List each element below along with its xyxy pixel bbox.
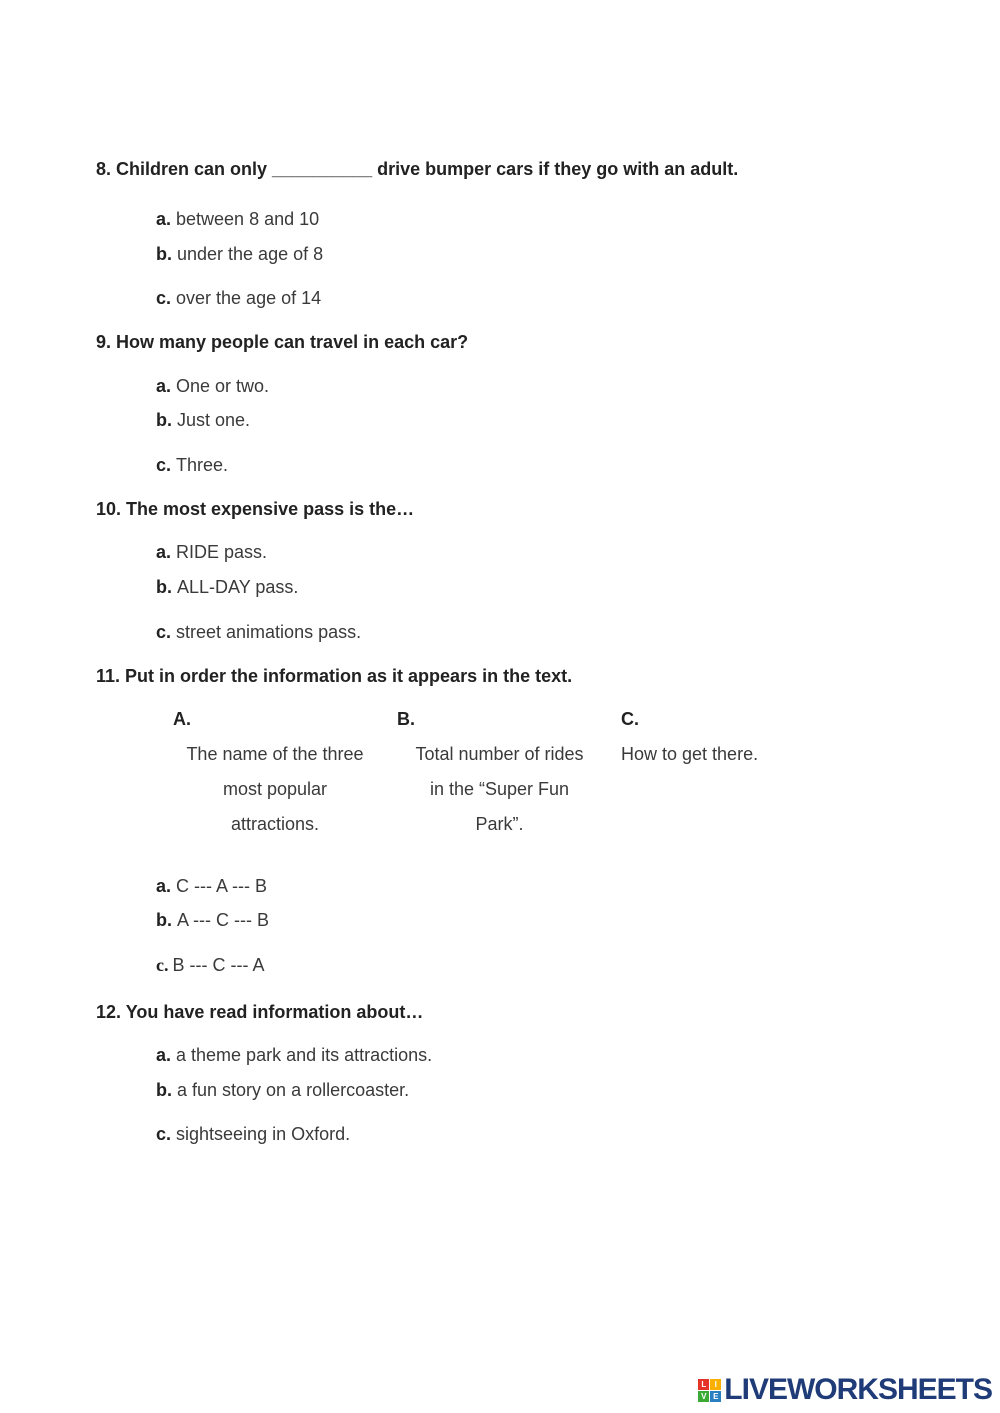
option-letter: b. (156, 1080, 172, 1100)
q12-option-b[interactable] (156, 1080, 409, 1101)
option-text: a theme park and its attractions. (176, 1045, 433, 1065)
question-11-title: 11. Put in order the information as it appears in the text. (96, 666, 573, 686)
option-letter: c. (156, 955, 169, 975)
column-a-line: The name of the three (186, 744, 364, 764)
option-text: Three. (176, 455, 229, 475)
option-text: B --- C --- A (172, 955, 265, 975)
column-c-head: C. (621, 709, 639, 729)
question-12-title: 12. You have read information about… (96, 1002, 424, 1022)
option-text: Just one. (177, 410, 251, 430)
option-text: between 8 and 10 (176, 209, 320, 229)
column-c-text (621, 737, 758, 772)
logo-mark-letter: I (710, 1379, 721, 1390)
option-text: over the age of 14 (176, 288, 322, 308)
q12-option-a[interactable] (156, 1045, 432, 1066)
q9-option-a[interactable] (156, 376, 269, 397)
column-b-line: in the “Super Fun (429, 779, 570, 799)
option-text: under the age of 8 (177, 244, 324, 264)
option-letter: c. (156, 455, 172, 475)
column-b-line: Park”. (475, 814, 524, 834)
option-letter: b. (156, 910, 172, 930)
column-a-line: attractions. (230, 814, 320, 834)
q8-option-a[interactable] (156, 209, 319, 230)
column-b-text (392, 737, 607, 842)
column-c-line: How to get there. (621, 744, 759, 764)
option-letter: c. (156, 1124, 172, 1144)
option-letter: b. (156, 244, 172, 264)
column-a-line: most popular (222, 779, 328, 799)
q9-option-b[interactable] (156, 410, 250, 431)
option-text: ALL-DAY pass. (177, 577, 299, 597)
q10-option-b[interactable] (156, 577, 298, 598)
q8-option-c[interactable] (156, 288, 321, 309)
q10-option-a[interactable] (156, 542, 267, 563)
option-letter: b. (156, 410, 172, 430)
option-letter: a. (156, 376, 172, 396)
column-b-head: B. (397, 709, 415, 729)
q11-option-b[interactable] (156, 910, 269, 931)
option-text: C --- A --- B (176, 876, 268, 896)
column-a-text (165, 737, 385, 842)
option-letter: a. (156, 542, 172, 562)
liveworksheets-logo[interactable] (698, 1373, 992, 1407)
option-letter: c. (156, 288, 172, 308)
question-10-title: 10. The most expensive pass is the… (96, 499, 415, 519)
option-text: RIDE pass. (176, 542, 268, 562)
option-text: One or two. (176, 376, 270, 396)
logo-mark-icon (698, 1379, 721, 1402)
option-letter: a. (156, 1045, 172, 1065)
option-text: a fun story on a rollercoaster. (177, 1080, 410, 1100)
q10-option-c[interactable] (156, 622, 361, 643)
option-letter: a. (156, 876, 172, 896)
option-letter: c. (156, 622, 172, 642)
logo-mark-letter: V (698, 1391, 709, 1402)
column-b-line: Total number of rides (415, 744, 584, 764)
q11-option-a[interactable] (156, 876, 267, 897)
logo-text: LIVEWORKSHEETS (724, 1373, 992, 1406)
option-text: sightseeing in Oxford. (176, 1124, 351, 1144)
q12-option-c[interactable] (156, 1124, 350, 1145)
logo-mark-letter: E (710, 1391, 721, 1402)
q8-option-b[interactable] (156, 244, 323, 265)
q11-option-c[interactable] (156, 955, 265, 976)
question-9-title: 9. How many people can travel in each car? (96, 332, 469, 352)
logo-mark-letter: L (698, 1379, 709, 1390)
question-8-title: 8. Children can only __________ drive bumper cars if they go with an adult. (96, 159, 739, 179)
column-a-head: A. (173, 709, 191, 729)
option-text: street animations pass. (176, 622, 362, 642)
option-letter: b. (156, 577, 172, 597)
q9-option-c[interactable] (156, 455, 228, 476)
option-text: A --- C --- B (177, 910, 269, 930)
option-letter: a. (156, 209, 172, 229)
